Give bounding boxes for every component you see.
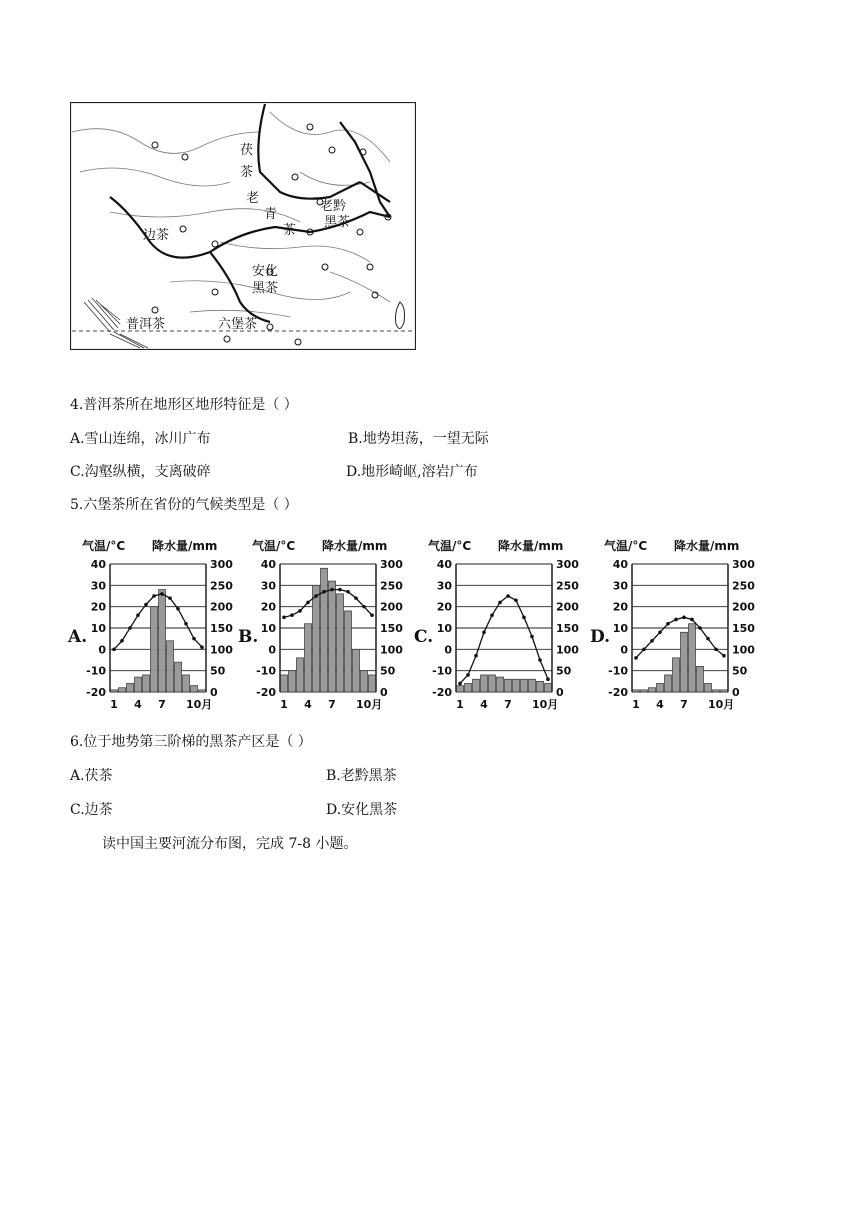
- precip-bar: [705, 683, 712, 692]
- month-tick-label: 1: [110, 698, 118, 711]
- precip-bar: [465, 683, 472, 692]
- label-laoqing-tea: 老青茶: [246, 191, 297, 238]
- q4-option-a[interactable]: A.雪山连绵，冰川广布: [70, 431, 211, 447]
- temp-point: [490, 613, 494, 617]
- precip-bar: [497, 677, 504, 692]
- option-letter: A.: [68, 627, 88, 647]
- temp-point: [466, 673, 470, 677]
- temp-point: [474, 654, 478, 658]
- temp-point: [168, 596, 172, 600]
- label-puer-tea: 普洱茶: [126, 317, 166, 332]
- temp-point: [530, 635, 534, 639]
- precip-bar: [313, 585, 320, 692]
- temp-point: [722, 654, 726, 658]
- precip-bar: [345, 611, 352, 692]
- question-4-stem: 4.普洱茶所在地形区地形特征是（ ）: [70, 397, 298, 413]
- question-5-stem: 5.六堡茶所在省份的气候类型是（ ）: [70, 497, 298, 513]
- label-bian-tea: 边茶: [143, 228, 170, 243]
- temp-line: [284, 590, 372, 618]
- temp-tick-label: 30: [436, 579, 452, 593]
- precip-bar: [713, 690, 720, 692]
- temp-point: [184, 622, 188, 626]
- precip-bar: [297, 658, 304, 692]
- precip-tick-label: 150: [380, 622, 403, 635]
- tea-region-map: [70, 102, 416, 350]
- precip-bar: [529, 679, 536, 692]
- temp-tick-label: 20: [436, 600, 452, 614]
- temp-point: [144, 603, 148, 607]
- temp-tick-label: -20: [608, 686, 628, 699]
- intro-7-8: 读中国主要河流分布图，完成 7-8 小题。: [102, 836, 358, 852]
- temp-point: [682, 616, 686, 620]
- precip-tick-label: 50: [556, 664, 572, 678]
- precip-bar: [521, 679, 528, 692]
- label-anhua-tea: 安化黑茶: [252, 264, 279, 296]
- temp-point: [634, 656, 638, 660]
- temp-point: [706, 637, 710, 641]
- temp-tick-label: -10: [432, 664, 452, 678]
- temp-point: [522, 616, 526, 620]
- temp-point: [546, 677, 550, 681]
- precip-bar: [657, 683, 664, 692]
- temp-axis-title: 气温/°C: [604, 539, 648, 553]
- q6-option-d[interactable]: D.安化黑茶: [326, 802, 398, 818]
- temp-point: [290, 613, 294, 617]
- precip-tick-label: 150: [210, 622, 233, 635]
- temp-point: [176, 607, 180, 611]
- precip-axis-title: 降水量/mm: [674, 539, 740, 553]
- precip-tick-label: 200: [380, 600, 403, 614]
- precip-tick-label: 200: [556, 600, 579, 614]
- q6-option-a[interactable]: A.茯茶: [70, 768, 113, 784]
- option-letter: B.: [238, 627, 259, 647]
- temp-tick-label: -20: [256, 686, 276, 699]
- temp-point: [674, 618, 678, 622]
- temp-point: [112, 648, 116, 652]
- precip-axis-title: 降水量/mm: [322, 539, 388, 553]
- temp-point: [346, 590, 350, 594]
- q6-option-b[interactable]: B.老黔黑茶: [326, 768, 397, 784]
- precip-tick-label: 50: [380, 664, 396, 678]
- month-tick-label: 1: [456, 698, 464, 711]
- temp-point: [330, 588, 334, 592]
- precip-bar: [361, 671, 368, 692]
- temp-tick-label: 20: [260, 600, 276, 614]
- temp-point: [650, 639, 654, 643]
- temp-point: [498, 601, 502, 605]
- precip-bar: [159, 590, 166, 692]
- precip-bar: [119, 688, 126, 692]
- precip-bar: [721, 690, 728, 692]
- temp-point: [136, 613, 140, 617]
- precip-tick-label: 50: [210, 664, 226, 678]
- temp-tick-label: -10: [86, 664, 106, 678]
- precip-tick-label: 250: [210, 579, 233, 593]
- temp-point: [482, 630, 486, 634]
- temp-tick-label: 30: [612, 579, 628, 593]
- temp-tick-label: -20: [86, 686, 106, 699]
- precip-tick-label: 300: [380, 558, 403, 571]
- temp-tick-label: 10: [612, 622, 628, 635]
- temp-point: [506, 594, 510, 598]
- temp-point: [200, 645, 204, 649]
- precip-tick-label: 100: [732, 643, 755, 657]
- temp-tick-label: 0: [444, 643, 452, 657]
- temp-tick-label: 10: [436, 622, 452, 635]
- month-tick-label: 10月: [708, 698, 735, 711]
- precip-bar: [641, 690, 648, 692]
- temp-point: [354, 596, 358, 600]
- temp-point: [666, 622, 670, 626]
- precip-tick-label: 300: [556, 558, 579, 571]
- label-laoqian-tea: 老黔黑茶: [320, 199, 351, 230]
- temp-tick-label: 40: [90, 558, 106, 571]
- temp-point: [514, 598, 518, 602]
- month-tick-label: 10月: [356, 698, 383, 711]
- temp-point: [658, 630, 662, 634]
- precip-tick-label: 300: [732, 558, 755, 571]
- temp-point: [120, 639, 124, 643]
- label-fu-tea: 茯茶: [240, 143, 254, 180]
- temp-tick-label: 30: [260, 579, 276, 593]
- temp-point: [282, 616, 286, 620]
- precip-tick-label: 250: [556, 579, 579, 593]
- precip-bar: [175, 662, 182, 692]
- precip-bar: [505, 679, 512, 692]
- month-tick-label: 1: [632, 698, 640, 711]
- temp-axis-title: 气温/°C: [252, 539, 296, 553]
- precip-bar: [135, 677, 142, 692]
- month-tick-label: 7: [504, 698, 512, 711]
- precip-bar: [545, 683, 552, 692]
- temp-tick-label: 40: [436, 558, 452, 571]
- month-tick-label: 10月: [186, 698, 213, 711]
- temp-tick-label: 30: [90, 579, 106, 593]
- precip-tick-label: 300: [210, 558, 233, 571]
- q4-option-b[interactable]: B.地势坦荡，一望无际: [348, 431, 489, 447]
- precip-bar: [281, 675, 288, 692]
- temp-tick-label: -20: [432, 686, 452, 699]
- precip-tick-label: 250: [380, 579, 403, 593]
- temp-point: [698, 626, 702, 630]
- temp-axis-title: 气温/°C: [82, 539, 126, 553]
- month-tick-label: 4: [656, 698, 664, 711]
- temp-line: [636, 617, 724, 658]
- precip-bar: [167, 641, 174, 692]
- precip-axis-title: 降水量/mm: [152, 539, 218, 553]
- precip-tick-label: 150: [732, 622, 755, 635]
- temp-point: [152, 594, 156, 598]
- temp-point: [314, 594, 318, 598]
- precip-bar: [513, 679, 520, 692]
- month-tick-label: 4: [134, 698, 142, 711]
- temp-point: [642, 648, 646, 652]
- month-tick-label: 4: [304, 698, 312, 711]
- precip-tick-label: 250: [732, 579, 755, 593]
- precip-tick-label: 0: [210, 686, 218, 699]
- temp-point: [690, 618, 694, 622]
- temp-point: [160, 592, 164, 596]
- precip-bar: [151, 607, 158, 692]
- precip-bar: [681, 632, 688, 692]
- precip-bar: [689, 624, 696, 692]
- temp-point: [322, 590, 326, 594]
- precip-tick-label: 0: [732, 686, 740, 699]
- precip-bar: [289, 671, 296, 692]
- temp-tick-label: -10: [608, 664, 628, 678]
- month-tick-label: 7: [680, 698, 688, 711]
- precip-bar: [321, 568, 328, 692]
- precip-bar: [537, 681, 544, 692]
- month-tick-label: 7: [328, 698, 336, 711]
- precip-bar: [369, 675, 376, 692]
- precip-bar: [305, 624, 312, 692]
- option-letter: C.: [414, 627, 434, 647]
- precip-bar: [111, 690, 118, 692]
- precip-bar: [183, 675, 190, 692]
- precip-bar: [353, 649, 360, 692]
- temp-tick-label: 10: [260, 622, 276, 635]
- precip-bar: [673, 658, 680, 692]
- precip-tick-label: 200: [210, 600, 233, 614]
- precip-tick-label: 200: [732, 600, 755, 614]
- temp-tick-label: 10: [90, 622, 106, 635]
- temp-tick-label: 40: [612, 558, 628, 571]
- precip-bar: [143, 675, 150, 692]
- precip-bar: [665, 675, 672, 692]
- precip-bar: [337, 594, 344, 692]
- precip-bar: [127, 683, 134, 692]
- temp-point: [714, 648, 718, 652]
- temp-tick-label: 0: [268, 643, 276, 657]
- climate-chart-b[interactable]: [236, 536, 436, 716]
- temp-tick-label: 20: [90, 600, 106, 614]
- temp-tick-label: 0: [620, 643, 628, 657]
- precip-tick-label: 0: [380, 686, 388, 699]
- temp-tick-label: -10: [256, 664, 276, 678]
- temp-line: [114, 594, 202, 649]
- precip-tick-label: 0: [556, 686, 564, 699]
- temp-point: [128, 626, 132, 630]
- label-liubao-tea: 六堡茶: [218, 317, 258, 332]
- temp-tick-label: 20: [612, 600, 628, 614]
- precip-bar: [191, 686, 198, 692]
- precip-bar: [329, 581, 336, 692]
- q4-option-c[interactable]: C.沟壑纵横，支离破碎: [70, 464, 211, 480]
- precip-bar: [633, 690, 640, 692]
- month-tick-label: 1: [280, 698, 288, 711]
- temp-tick-label: 40: [260, 558, 276, 571]
- q4-option-d[interactable]: D.地形崎岖,溶岩广布: [346, 464, 478, 480]
- temp-point: [538, 658, 542, 662]
- climate-chart-d[interactable]: [588, 536, 788, 716]
- option-letter: D.: [590, 627, 611, 647]
- temp-point: [298, 609, 302, 613]
- temp-point: [458, 682, 462, 686]
- temp-point: [306, 601, 310, 605]
- precip-tick-label: 100: [380, 643, 403, 657]
- temp-axis-title: 气温/°C: [428, 539, 472, 553]
- precip-bar: [473, 679, 480, 692]
- temp-point: [338, 588, 342, 592]
- precip-tick-label: 100: [210, 643, 233, 657]
- temp-point: [370, 613, 374, 617]
- temp-point: [362, 605, 366, 609]
- month-tick-label: 7: [158, 698, 166, 711]
- q6-option-c[interactable]: C.边茶: [70, 802, 113, 818]
- temp-tick-label: 0: [98, 643, 106, 657]
- precip-bar: [199, 690, 206, 692]
- precip-tick-label: 100: [556, 643, 579, 657]
- precip-bar: [457, 686, 464, 692]
- temp-point: [192, 637, 196, 641]
- month-tick-label: 4: [480, 698, 488, 711]
- precip-tick-label: 50: [732, 664, 748, 678]
- precip-tick-label: 150: [556, 622, 579, 635]
- question-6-stem: 6.位于地势第三阶梯的黑茶产区是（ ）: [70, 734, 312, 750]
- precip-bar: [697, 666, 704, 692]
- precip-bar: [649, 688, 656, 692]
- precip-axis-title: 降水量/mm: [498, 539, 564, 553]
- precip-bar: [481, 675, 488, 692]
- precip-bar: [489, 675, 496, 692]
- climate-chart-c[interactable]: [412, 536, 612, 716]
- month-tick-label: 10月: [532, 698, 559, 711]
